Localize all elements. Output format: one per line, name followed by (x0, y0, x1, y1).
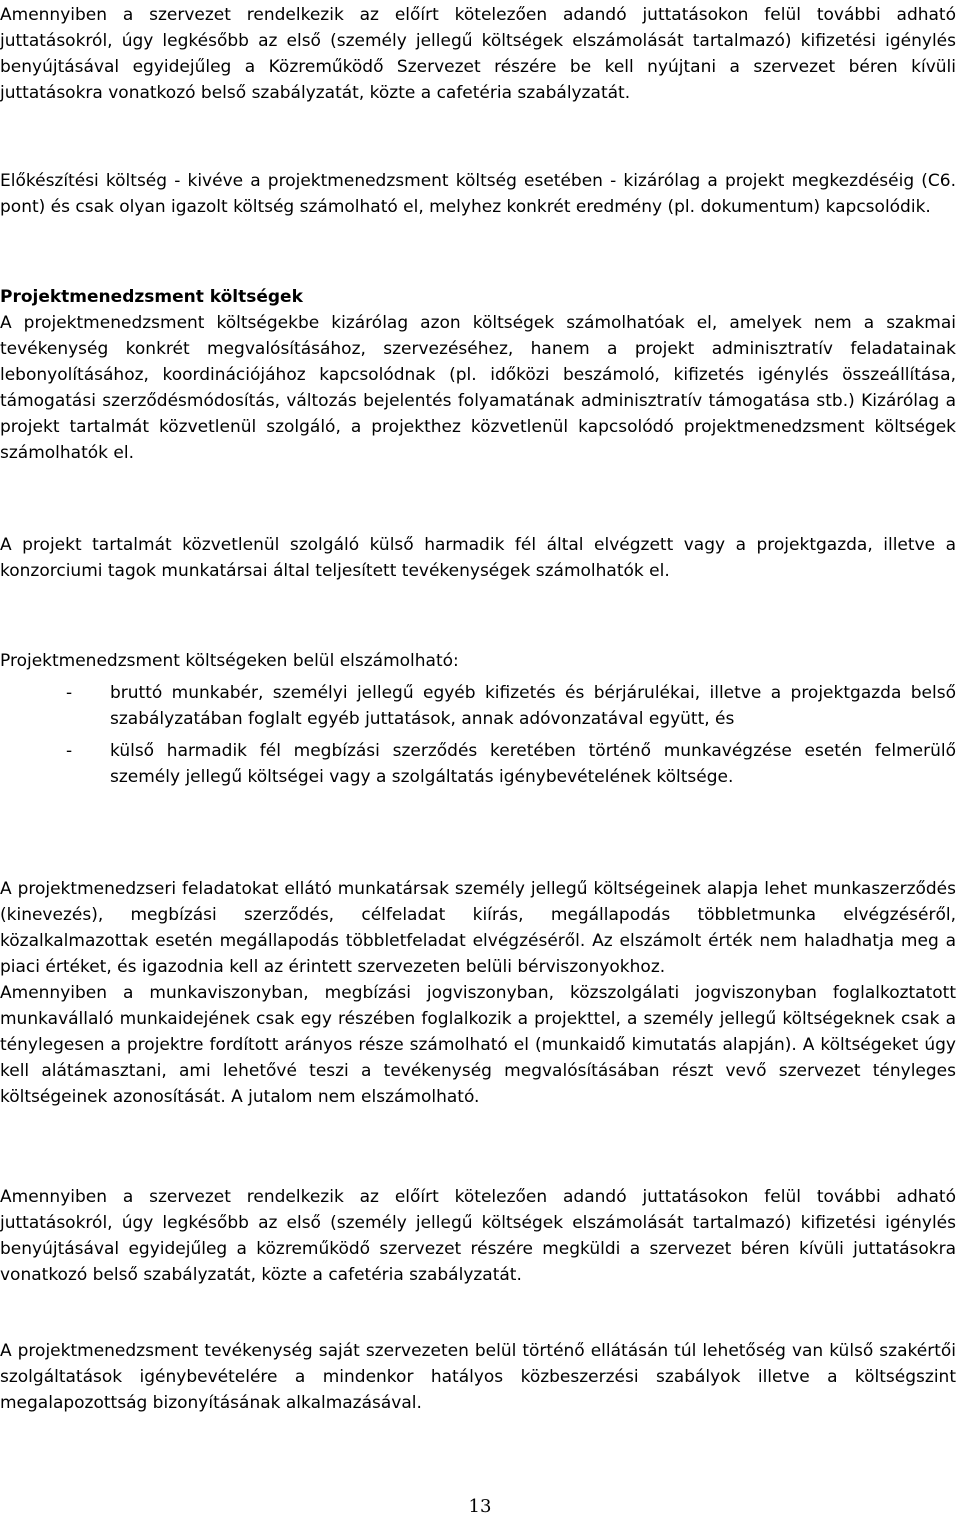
paragraph-staff-basis (0, 876, 956, 1110)
section-heading: Projektmenedzsment költségek (0, 287, 303, 307)
list-item-text: külső harmadik fél megbízási szerződés keretében történő munkavégzése esetén felmerülő személy jellegű költségei vagy a szolgáltatás igénybevételének költsége. (110, 741, 956, 787)
section-project-management (0, 284, 956, 466)
list-dash: - (66, 741, 73, 761)
list-dash: - (66, 683, 73, 703)
paragraph-external-experts (0, 1338, 956, 1416)
paragraph-text: Projektmenedzsment költségeken belül elszámolható: (0, 651, 459, 671)
page-number: 13 (468, 1496, 492, 1517)
paragraph-text: A projektmenedzsment tevékenység saját szervezeten belül történő ellátásán túl lehetőség van külső szakértői szolgáltatások igénybevételére a mindenkor hatályos közbeszerzési szabályok illetve a költségszint megalapozottság bizonyításának alkalmazásával. (0, 1341, 956, 1413)
paragraph-text: Amennyiben a munkaviszonyban, megbízási jogviszonyban, közszolgálati jogviszonyban foglalkoztatott munkavállaló munkaidejének csak egy részében foglalkozik a projekttel, a személy jellegű költségeknek csak a ténylegesen a projektre fordított arányos része számolható el (munkaidő kimutatás alapján). A költségeket úgy kell alátámasztani, ami lehetővé teszi a tevékenység megvalósításában részt vevő szervezet tényleges költségeinek azonosítását. A jutalom nem elszámolható. (0, 983, 956, 1107)
paragraph-benefits-repeat (0, 1184, 956, 1288)
paragraph-text: Amennyiben a szervezet rendelkezik az előírt kötelezően adandó juttatásokon felül további adható juttatásokról, úgy legkésőbb az első (személy jellegű költségek elszámolását tartalmazó) kifizetési igénylés benyújtásával egyidejűleg a közreműködő szervezet részére megküldi a szervezet béren kívüli juttatásokra vonatkozó belső szabályzatát, közte a cafetéria szabályzatát. (0, 1187, 956, 1285)
paragraph-text: Előkészítési költség - kivéve a projektmenedzsment költség esetében - kizárólag a projekt megkezdéséig (C6. pont) és csak olyan igazolt költség számolható el, melyhez konkrét eredmény (pl. dokumentum) kapcsolódik. (0, 171, 956, 217)
paragraph-benefits-intro (0, 2, 956, 106)
paragraph-text: A projektmenedzsment költségekbe kizárólag azon költségek számolhatóak el, amelyek nem a szakmai tevékenység konkrét megvalósításához, szervezéséhez, hanem a projekt adminisztratív feladatainak lebonyolításához, koordinációjához kapcsolódnak (pl. időközi beszámoló, kifizetés igénylés összeállítása, támogatási szerződésmódosítás, változás bejelentés folyamatának adminisztratív támogatása stb.) Kizárólag a projekt tartalmát közvetlenül szolgáló, a projekthez közvetlenül kapcsolódó projektmenedzsment költségek számolhatók el. (0, 313, 956, 463)
paragraph-third-party (0, 532, 956, 584)
list-item (0, 680, 956, 732)
list-item (0, 738, 956, 790)
paragraph-text: A projekt tartalmát közvetlenül szolgáló külső harmadik fél által elvégzett vagy a projektgazda, illetve a konzorciumi tagok munkatársai által teljesített tevékenységek számolhatók el. (0, 535, 956, 581)
list-item-text: bruttó munkabér, személyi jellegű egyéb kifizetés és bérjárulékai, illetve a projektgazda belső szabályzatában foglalt egyéb juttatások, annak adóvonzatával együtt, és (110, 683, 956, 729)
paragraph-preparation-cost (0, 168, 956, 220)
paragraph-text: Amennyiben a szervezet rendelkezik az előírt kötelezően adandó juttatásokon felül további adható juttatásokról, úgy legkésőbb az első (személy jellegű költségek elszámolását tartalmazó) kifizetési igénylés benyújtásával egyidejűleg a Közreműködő Szervezet részére be kell nyújtani a szervezet béren kívüli juttatásokra vonatkozó belső szabályzatát, közte a cafetéria szabályzatát. (0, 5, 956, 103)
eligible-costs-list (0, 680, 956, 790)
paragraph-text: A projektmenedzseri feladatokat ellátó munkatársak személy jellegű költségeinek alapja lehet munkaszerződés (kinevezés), megbízási szerződés, célfeladat kiírás, megállapodás többletmunka elvégzéséről, közalkalmazottak esetén megállapodás többletfeladat elvégzéséről. Az elszámolt érték nem haladhatja meg a piaci értéket, és igazodnia kell az érintett szervezeten belüli bérviszonyokhoz. (0, 879, 956, 977)
paragraph-eligible-intro (0, 648, 956, 674)
